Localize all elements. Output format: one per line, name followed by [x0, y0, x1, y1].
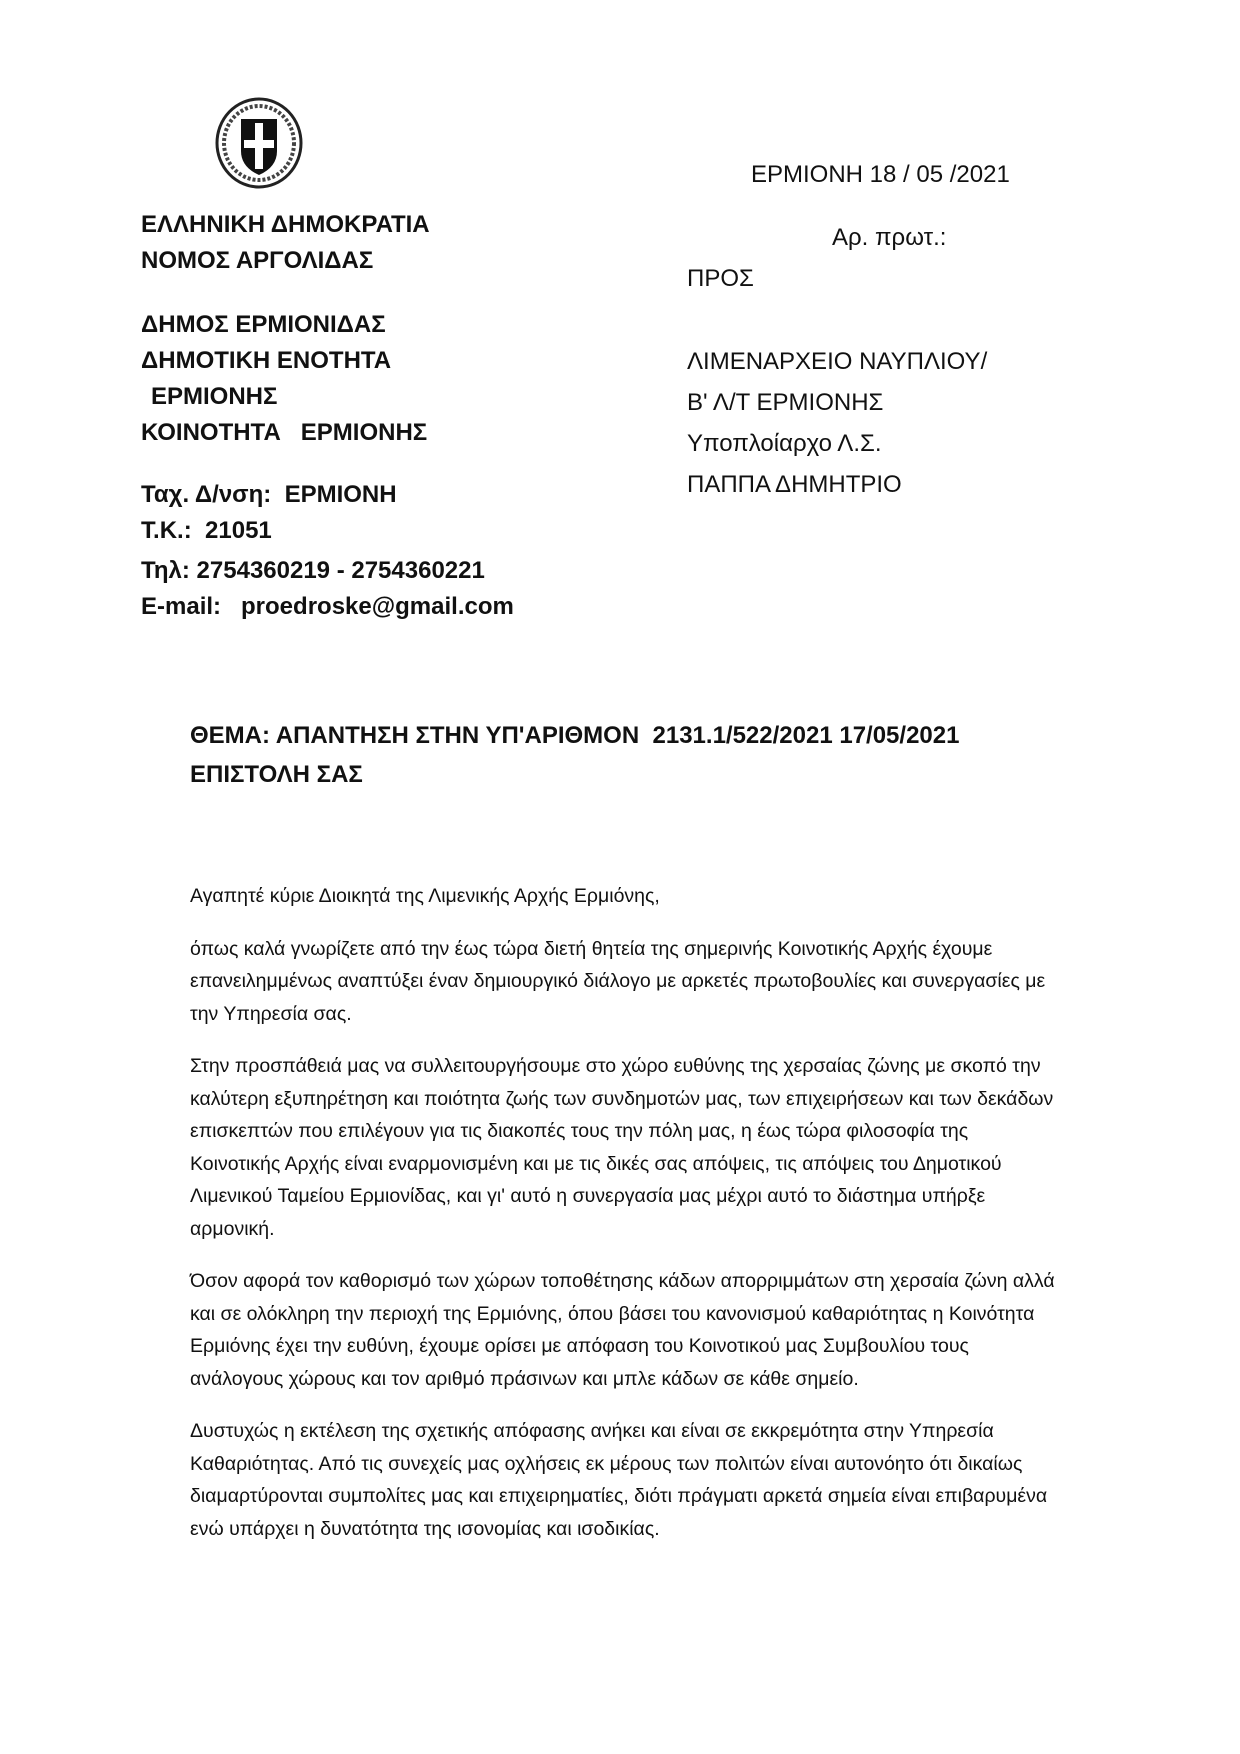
- place-date: ΕΡΜΙΟΝΗ 18 / 05 /2021: [751, 161, 1010, 188]
- sender-email: E-mail: proedroske@gmail.com: [141, 593, 514, 620]
- sender-unit-name: ΕΡΜΙΟΝΗΣ: [151, 383, 278, 410]
- body-paragraph: όπως καλά γνωρίζετε από την έως τώρα διετή θητεία της σημερινής Κοινοτικής Αρχής έχουμε επανειλημμένως αναπτύξει έναν δημιουργικό διάλογο με αρκετές πρωτοβουλίες και συνεργασίες με την Υπηρεσία σας.: [190, 937, 1046, 1025]
- salutation: Αγαπητέ κύριε Διοικητά της Λιμενικής Αρχής Ερμιόνης,: [190, 885, 660, 907]
- sender-municipality: ΔΗΜΟΣ ΕΡΜΙΟΝΙΔΑΣ: [141, 311, 386, 338]
- sender-phone: Τηλ: 2754360219 - 2754360221: [141, 557, 485, 584]
- protocol-number-label: Αρ. πρωτ.:: [832, 224, 947, 251]
- recipient-line-2: Β' Λ/Τ ΕΡΜΙΟΝΗΣ: [687, 389, 884, 416]
- greek-emblem-icon: [214, 95, 304, 189]
- body-paragraph: Όσον αφορά τον καθορισμό των χώρων τοποθέτησης κάδων απορριμμάτων στη χερσαία ζώνη αλλά και σε ολόκληρη την περιοχή της Ερμιόνης, όπου βάσει του κανονισμού καθαριότητας η Κοινότητα Ερμιόνης έχει την ευθύνη, έχουμε ορίσει με απόφαση του Κοινοτικού μας Συμβουλίου τους ανάλογους χώρους και τον αριθμό πράσινων και μπλε κάδων σε κάθε σημείο.: [190, 1270, 1055, 1390]
- subject-line-1: ΘΕΜΑ: ΑΠΑΝΤΗΣΗ ΣΤΗΝ ΥΠ'ΑΡΙΘΜΟΝ 2131.1/522/2021 17/05/2021: [190, 722, 960, 749]
- sender-country: ΕΛΛΗΝΙΚΗ ΔΗΜΟΚΡΑΤΙΑ: [141, 211, 430, 238]
- sender-unit: ΔΗΜΟΤΙΚΗ ΕΝΟΤΗΤΑ: [141, 347, 392, 374]
- sender-community: ΚΟΙΝΟΤΗΤΑ ΕΡΜΙΟΝΗΣ: [141, 419, 428, 446]
- recipient-label: ΠΡΟΣ: [687, 265, 754, 292]
- sender-address: Ταχ. Δ/νση: ΕΡΜΙΟΝΗ: [141, 481, 397, 508]
- recipient-line-3: Υποπλοίαρχο Λ.Σ.: [687, 430, 882, 457]
- sender-postal-code: Τ.Κ.: 21051: [141, 517, 272, 544]
- body-paragraph: Δυστυχώς η εκτέλεση της σχετικής απόφασης ανήκει και είναι σε εκκρεμότητα στην Υπηρεσία Καθαριότητας. Από τις συνεχείς μας οχλήσεις εκ μέρους των πολιτών είναι αυτονόητο ότι δικαίως διαμαρτύρονται συμπολίτες μας και επιχειρηματίες, διότι πράγματι αρκετά σημεία είναι επιβαρυμένα ενώ υπάρχει η δυνατότητα της ισονομίας και ισοδικίας.: [190, 1420, 1048, 1540]
- letter-body: [190, 880, 1060, 1565]
- recipient-line-4: ΠΑΠΠΑ ΔΗΜΗΤΡΙΟ: [687, 471, 902, 498]
- sender-prefecture: ΝΟΜΟΣ ΑΡΓΟΛΙΔΑΣ: [141, 247, 374, 274]
- subject-line-2: ΕΠΙΣΤΟΛΗ ΣΑΣ: [190, 761, 363, 788]
- body-paragraph: Στην προσπάθειά μας να συλλειτουργήσουμε στο χώρο ευθύνης της χερσαίας ζώνης με σκοπό την καλύτερη εξυπηρέτηση και ποιότητα ζωής των συνδημοτών μας, των επιχειρήσεων και των δεκάδων επισκεπτών που επιλέγουν για τις διακοπές τους την πόλη μας, η έως τώρα φιλοσοφία της Κοινοτικής Αρχής είναι εναρμονισμένη και με τις δικές σας απόψεις, τις απόψεις του Δημοτικού Λιμενικού Ταμείου Ερμιονίδας, και γι' αυτό η συνεργασία μας μέχρι αυτό το διάστημα υπήρξε αρμονική.: [190, 1055, 1054, 1240]
- subject: [190, 716, 1090, 794]
- recipient-line-1: ΛΙΜΕΝΑΡΧΕΙΟ ΝΑΥΠΛΙΟΥ/: [687, 348, 988, 375]
